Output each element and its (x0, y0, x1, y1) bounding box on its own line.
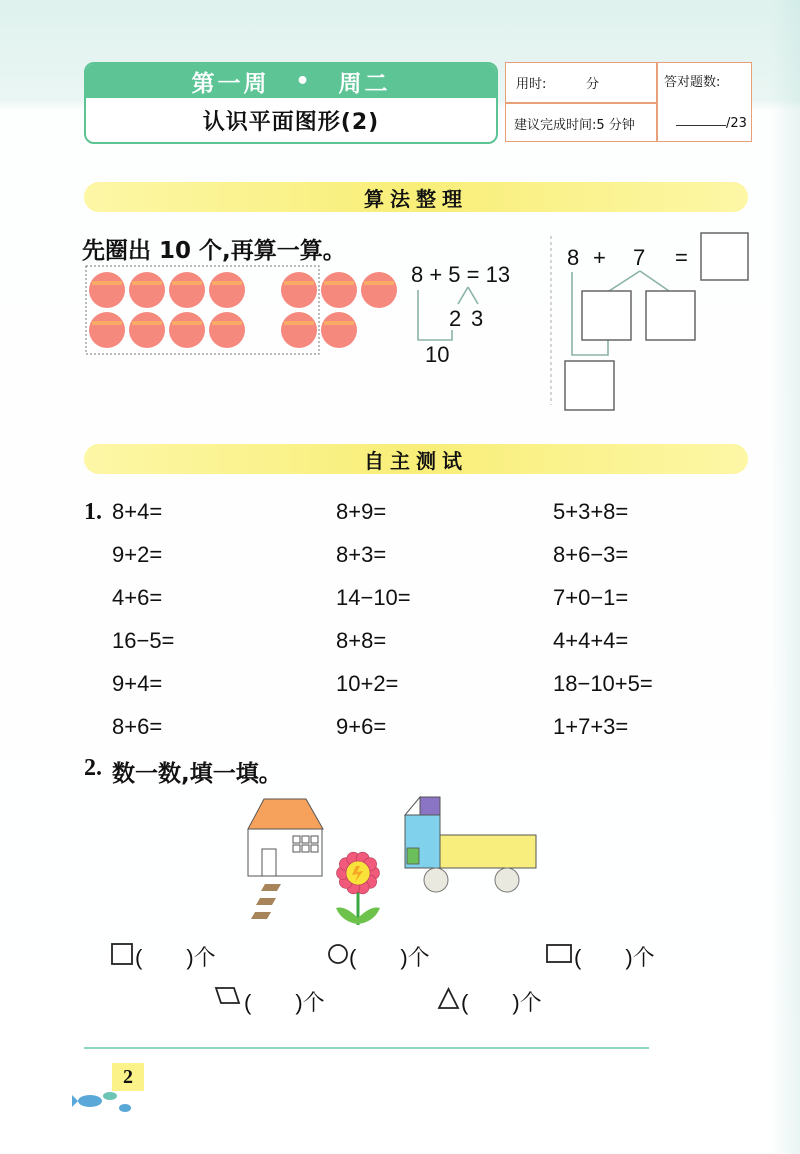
instruction-text: 先圈出 10 个,再算一算。 (82, 238, 346, 264)
equation-item[interactable]: 4+4+4= (553, 628, 629, 653)
counting-circle (169, 272, 205, 308)
counting-circle (209, 312, 245, 348)
score-label: 答对题数: (664, 75, 721, 90)
counting-circle (89, 312, 125, 348)
answer-box[interactable] (701, 233, 748, 280)
triangle-icon (439, 989, 458, 1008)
counting-circle (169, 312, 205, 348)
exercise-b: 7 (633, 245, 646, 270)
circle-stripe (324, 281, 354, 285)
equation-item[interactable]: 8+6−3= (553, 542, 629, 567)
circle-icon (329, 945, 347, 963)
count-parallelogram[interactable]: ( )个 (244, 990, 325, 1015)
counting-circle (209, 272, 245, 308)
house-icon (248, 799, 323, 876)
truck-icon (405, 797, 536, 892)
parallelogram-icon (216, 988, 239, 1003)
circle-stripe (364, 281, 394, 285)
circle-stripe (212, 281, 242, 285)
question-2-number: 2. (84, 755, 102, 781)
fish-decoration-icon (72, 1092, 131, 1112)
equation-item[interactable]: 14−10= (336, 585, 411, 610)
example-split-b: 3 (471, 306, 484, 331)
section-bar-algorithm: 算法整理 (84, 182, 748, 212)
count-rectangle[interactable]: ( )个 (574, 945, 655, 970)
equation-item[interactable]: 8+6= (112, 714, 163, 739)
path-steps-icon (251, 884, 281, 919)
exercise-eq: = (675, 245, 688, 270)
equation-item[interactable]: 18−10+5= (553, 671, 653, 696)
suggested-time: 建议完成时间:5 分钟 (514, 118, 635, 133)
equation-item[interactable]: 10+2= (336, 671, 399, 696)
week-label: 第一周 (191, 70, 270, 97)
count-triangle[interactable]: ( )个 (461, 990, 542, 1015)
equation-item[interactable]: 5+3+8= (553, 499, 629, 524)
equation-item[interactable]: 8+3= (336, 542, 387, 567)
equation-item[interactable]: 9+2= (112, 542, 163, 567)
counting-circle (281, 312, 317, 348)
ten-box[interactable] (565, 361, 614, 410)
counting-circle (281, 272, 317, 308)
day-label: 周二 (338, 70, 391, 97)
example-expression: 8 + 5 = 13 (411, 262, 511, 287)
equation-item[interactable]: 9+6= (336, 714, 387, 739)
flower-icon (336, 852, 380, 925)
circle-stripe (92, 321, 122, 325)
separator-dot: • (295, 68, 313, 94)
split-box-left[interactable] (582, 291, 631, 340)
page-number: 2 (112, 1063, 144, 1091)
count-circle[interactable]: ( )个 (349, 945, 430, 970)
lesson-title: 认识平面图形(2) (202, 109, 380, 135)
example-ten: 10 (425, 342, 450, 367)
equation-item[interactable]: 4+6= (112, 585, 163, 610)
score-total: /23 (726, 116, 747, 131)
circles-group (89, 272, 397, 348)
time-used-label: 用时: (516, 77, 547, 92)
counting-circle (89, 272, 125, 308)
exercise-a: 8 (567, 245, 580, 270)
circle-stripe (172, 281, 202, 285)
circle-stripe (132, 321, 162, 325)
square-icon (112, 944, 132, 964)
question-1-number: 1. (84, 499, 102, 525)
circle-stripe (284, 321, 314, 325)
exercise-op: + (593, 245, 606, 270)
equation-item[interactable]: 8+4= (112, 499, 163, 524)
counting-circle (321, 272, 357, 308)
equation-item[interactable]: 8+9= (336, 499, 387, 524)
equation-item[interactable]: 1+7+3= (553, 714, 629, 739)
counting-circle (321, 312, 357, 348)
example-split-lines (418, 287, 478, 340)
counting-circle (129, 312, 165, 348)
split-box-right[interactable] (646, 291, 695, 340)
counting-circle (129, 272, 165, 308)
question-2-text: 数一数,填一填。 (112, 761, 282, 787)
circle-stripe (284, 281, 314, 285)
section-bar-self-test: 自主测试 (84, 444, 748, 474)
counting-circle (361, 272, 397, 308)
equation-item[interactable]: 8+8= (336, 628, 387, 653)
footer-line (84, 1047, 649, 1049)
time-unit: 分 (586, 77, 600, 92)
circle-stripe (324, 321, 354, 325)
circle-stripe (92, 281, 122, 285)
circle-stripe (172, 321, 202, 325)
count-square[interactable]: ( )个 (135, 945, 216, 970)
example-split-a: 2 (449, 306, 462, 331)
circle-stripe (212, 321, 242, 325)
equation-item[interactable]: 9+4= (112, 671, 163, 696)
circle-stripe (132, 281, 162, 285)
equation-item[interactable]: 16−5= (112, 628, 175, 653)
equation-item[interactable]: 7+0−1= (553, 585, 629, 610)
rectangle-icon (547, 945, 571, 962)
